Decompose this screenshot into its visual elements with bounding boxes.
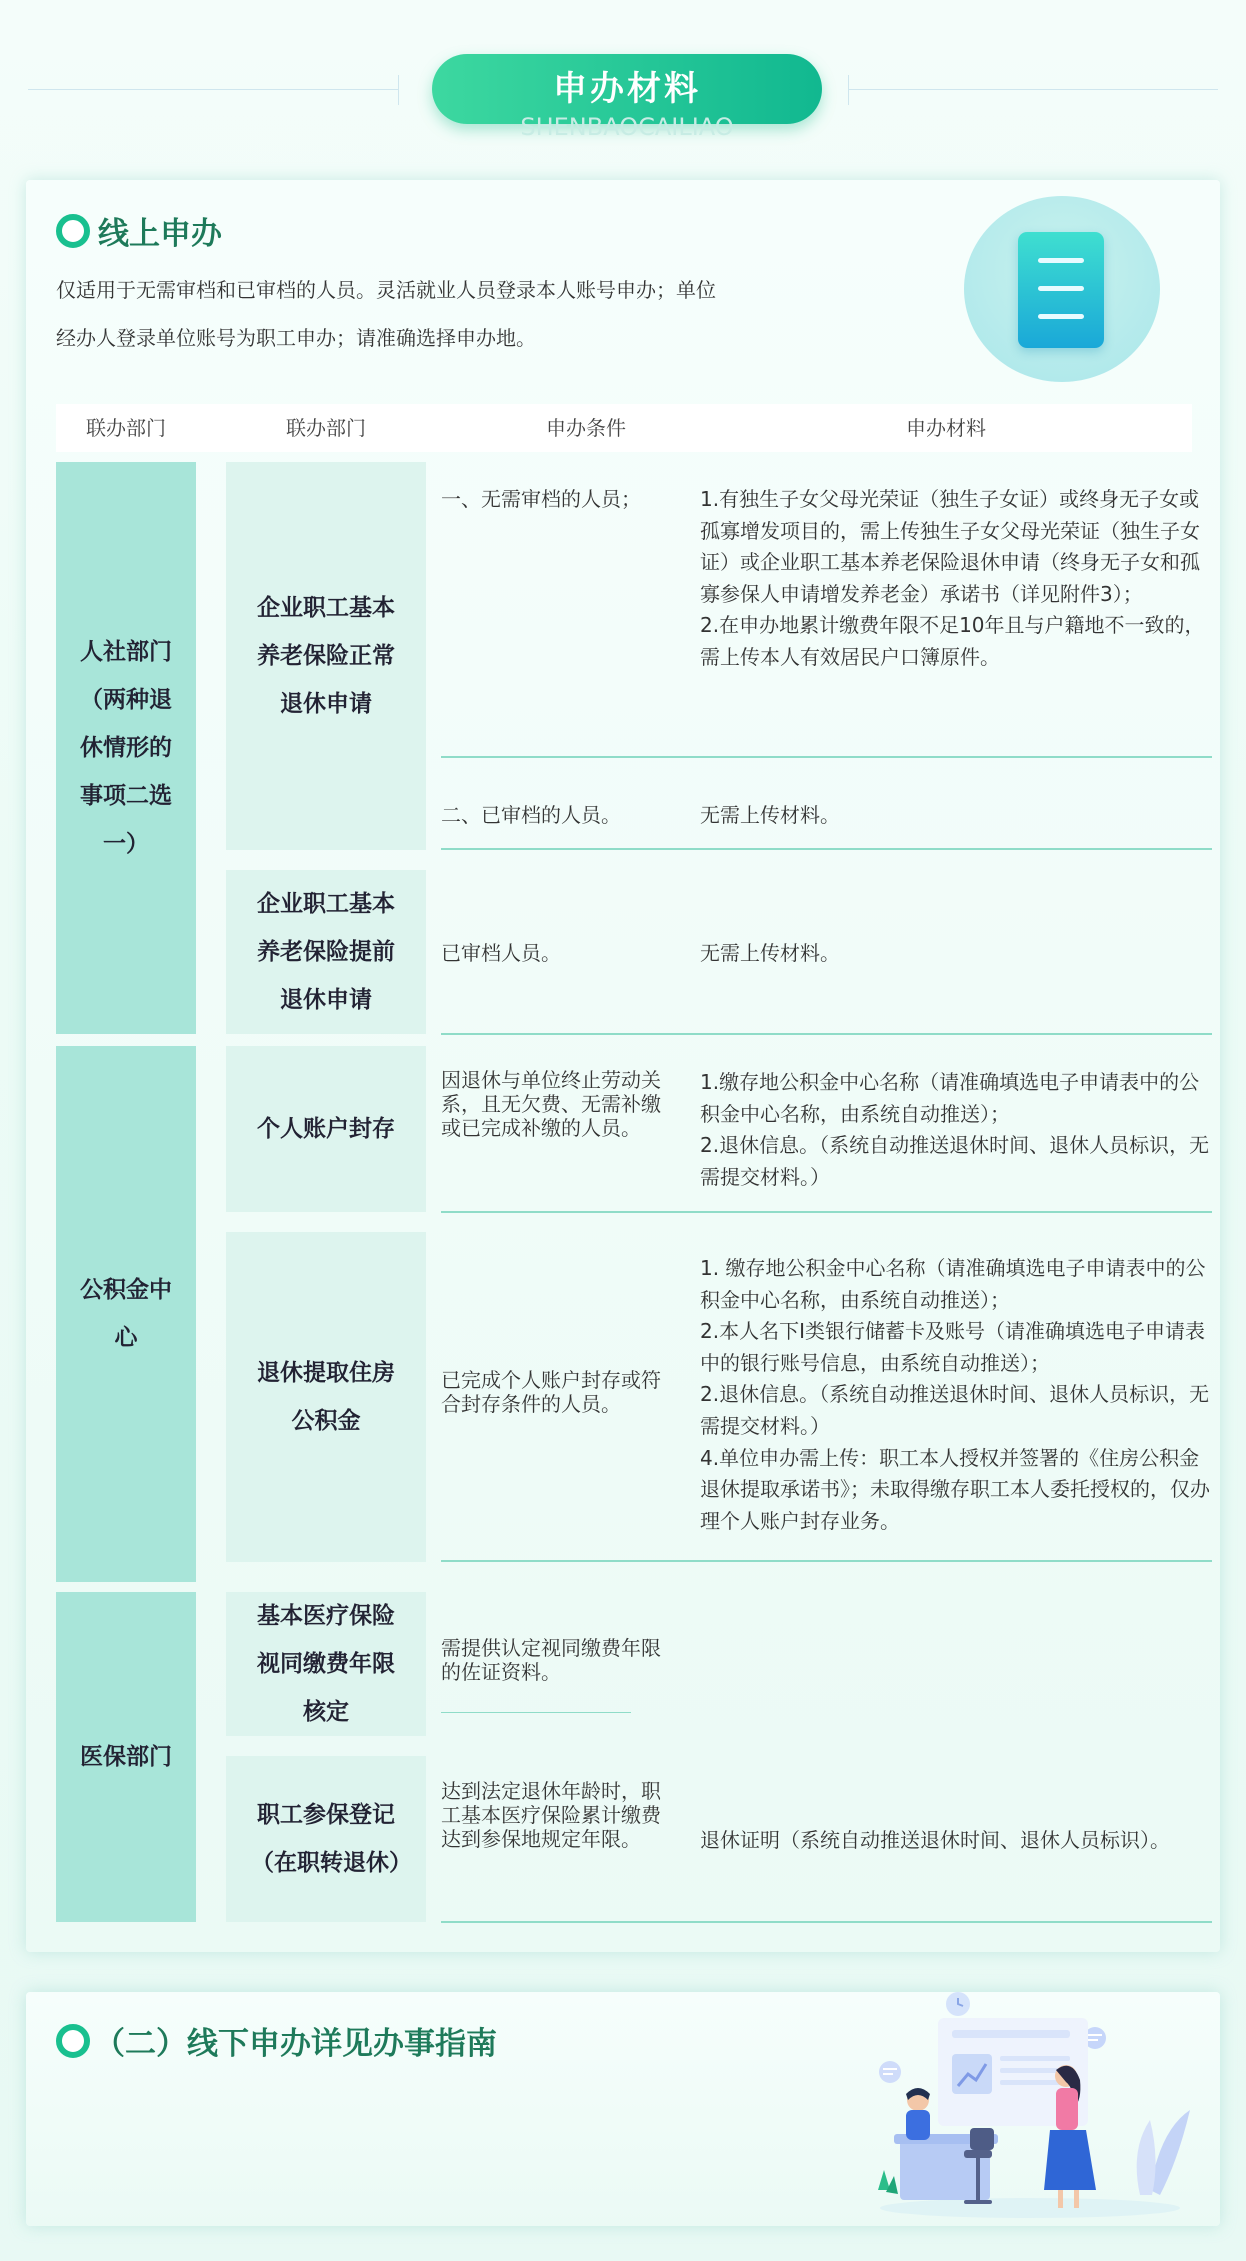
document-icon: [1018, 232, 1104, 348]
materials-text: 无需上传材料。: [700, 941, 840, 965]
people-working-illustration: [860, 1990, 1200, 2226]
dept-cell-hrss: 人社部门（两种退休情形的事项二选一）: [56, 462, 196, 1034]
condition-text: 因退休与单位终止劳动关系，且无欠费、无需补缴或已完成补缴的人员。: [441, 1068, 661, 1140]
column-header-dept: 联办部门: [86, 416, 166, 440]
circle-bullet-icon: [56, 214, 90, 248]
row-divider: [441, 848, 1212, 850]
online-apply-desc-line2: 经办人登录单位账号为职工申办；请准确选择申办地。: [56, 326, 536, 350]
row-divider: [441, 1211, 1212, 1213]
item-cell-retiree-registration: 职工参保登记（在职转退休）: [226, 1756, 426, 1922]
circle-bullet-icon: [56, 2024, 90, 2058]
condition-text: 一、无需审档的人员；: [441, 487, 641, 511]
materials-text: 无需上传材料。: [700, 803, 840, 827]
column-header-materials: 申办材料: [906, 416, 986, 440]
condition-text: 达到法定退休年龄时，职工基本医疗保险累计缴费达到参保地规定年限。: [441, 1779, 661, 1851]
section-subtitle: SHENBAOCAILIAO: [520, 113, 734, 141]
row-divider: [441, 1560, 1212, 1562]
column-header-item: 联办部门: [286, 416, 366, 440]
section-header: [0, 0, 1246, 160]
row-divider: [441, 1712, 631, 1713]
online-apply-desc-line1: 仅适用于无需审档和已审档的人员。灵活就业人员登录本人账号申办；单位: [56, 278, 716, 302]
item-cell-retirement-withdrawal: 退休提取住房公积金: [226, 1232, 426, 1562]
item-cell-early-retirement: 企业职工基本养老保险提前退休申请: [226, 870, 426, 1034]
offline-apply-title: （二）线下申办详见办事指南: [94, 2026, 497, 2062]
dept-cell-medical-insurance: 医保部门: [56, 1592, 196, 1922]
item-cell-deemed-contribution: 基本医疗保险视同缴费年限核定: [226, 1592, 426, 1736]
condition-text: 已完成个人账户封存或符合封存条件的人员。: [441, 1368, 661, 1416]
condition-text: 需提供认定视同缴费年限的佐证资料。: [441, 1636, 661, 1684]
row-divider: [441, 756, 1212, 758]
divider-tick: [848, 75, 849, 105]
condition-text: 已审档人员。: [441, 941, 561, 965]
divider-right: [848, 89, 1218, 90]
materials-text: 退休证明（系统自动推送退休时间、退休人员标识）。: [700, 1828, 1170, 1852]
divider-tick: [398, 75, 399, 105]
section-title-pill: 申办材料: [432, 54, 822, 124]
dept-cell-housing-fund: 公积金中心: [56, 1046, 196, 1582]
online-apply-title: 线上申办: [98, 216, 222, 252]
row-divider: [441, 1033, 1212, 1035]
item-cell-normal-retirement: 企业职工基本养老保险正常退休申请: [226, 462, 426, 850]
row-divider: [441, 1921, 1212, 1923]
divider-left: [28, 89, 398, 90]
item-cell-account-seal: 个人账户封存: [226, 1046, 426, 1212]
materials-text: 1.缴存地公积金中心名称（请准确填选电子申请表中的公积金中心名称，由系统自动推送）； 2.退休信息。（系统自动推送退休时间、退休人员标识，无需提交材料。）: [700, 1070, 1210, 1189]
table-header: [56, 404, 1192, 452]
column-header-condition: 申办条件: [546, 416, 626, 440]
condition-text: 二、已审档的人员。: [441, 803, 621, 827]
materials-text: 1.有独生子女父母光荣证（独生子女证）或终身无子女或孤寡增发项目的，需上传独生子女父母光荣证（独生子女证）或企业职工基本养老保险退休申请（终身无子女和孤寡参保人申请增发养老金）承诺书（详见附件3）； 2.在申办地累计缴费年限不足10年且与户籍地不一致的，需上传本人有效居民户口簿原件。: [700, 487, 1205, 669]
materials-text: 1. 缴存地公积金中心名称（请准确填选电子申请表中的公积金中心名称，由系统自动推送）； 2.本人名下I类银行储蓄卡及账号（请准确填选电子申请表中的银行账号信息，由系统自动推送）； 2.退休信息。（系统自动推送退休时间、退休人员标识，无需提交材料。） 4.单位申办需上传：职工本人授权并签署的《住房公积金退休提取承诺书》；未取得缴存职工本人委托授权的，仅办理个人账户封存业务。: [700, 1256, 1210, 1533]
